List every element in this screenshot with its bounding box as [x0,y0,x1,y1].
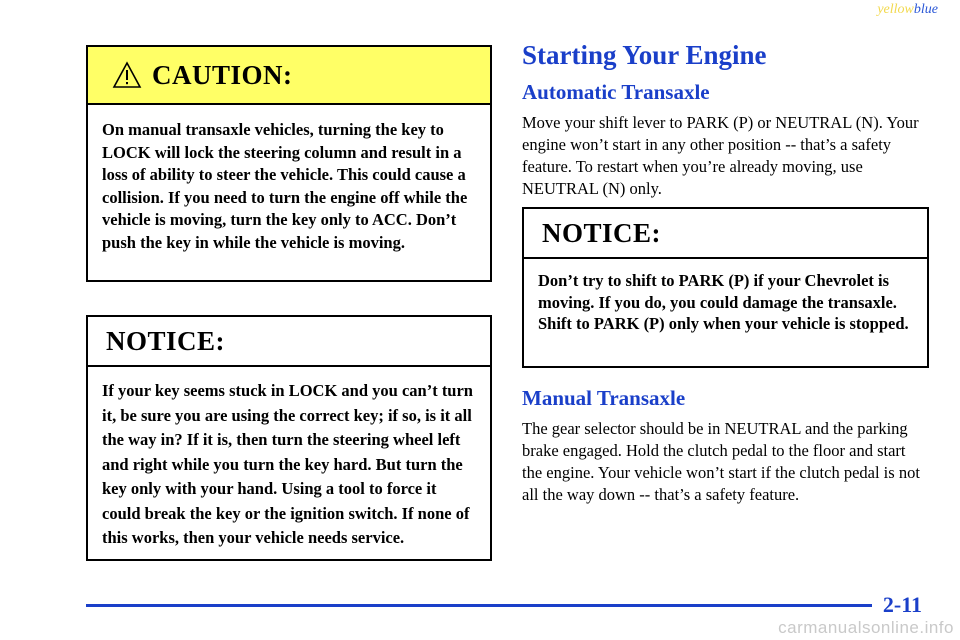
color-tag-blue: blue [913,2,938,17]
notice-text: Don’t try to shift to PARK (P) if your Chevrolet is moving. If you do, you could damage the transaxle. Shift to PARK (P) only when your vehicle is stopped. [538,271,909,333]
notice-box-key [86,315,492,561]
notice-title: NOTICE: [542,217,662,248]
warning-triangle-icon [112,61,142,89]
notice-header [88,317,490,367]
manual-transaxle-text: The gear selector should be in NEUTRAL and the parking brake engaged. Hold the clutch pedal to the floor and start the engine. Your vehicle won’t start if the clutch pedal is not all the way down -- that’s a safety feature. [522,419,920,504]
caution-box [86,45,492,282]
color-tag-yellow: yellow [877,2,914,17]
watermark: carmanualsonline.info [778,618,954,637]
caution-header [88,47,490,105]
page-number: 2-11 [882,592,922,617]
automatic-transaxle-text: Move your shift lever to PARK (P) or NEUTRAL (N). Your engine won’t start in any other position -- that’s a safety feature. To restart when you’re already moving, use NEUTRAL (N) only. [522,113,919,198]
caution-title: CAUTION: [152,59,293,90]
notice-box-park [522,207,929,368]
color-tag [877,2,938,18]
automatic-transaxle-heading: Automatic Transaxle [522,80,710,104]
footer-rule [86,604,872,607]
manual-transaxle-heading: Manual Transaxle [522,386,686,410]
section-title: Starting Your Engine [522,40,767,70]
notice-title: NOTICE: [106,325,226,356]
notice-header [524,209,927,259]
notice-text: If your key seems stuck in LOCK and you can’t turn it, be sure you are using the correct key; if so, is it all the way in? If it is, then turn the steering wheel left and right while you turn the key hard. But turn the key only with your hand. Using a tool to force it could break the key or the ignition switch. If none of this works, then your vehicle needs service. [102,381,473,547]
caution-text: On manual transaxle vehicles, turning the key to LOCK will lock the steering column and result in a loss of ability to steer the vehicle. This could cause a collision. If you need to turn the engine off while the vehicle is moving, turn the key only to ACC. Don’t push the key in while the vehicle is moving. [102,120,468,252]
